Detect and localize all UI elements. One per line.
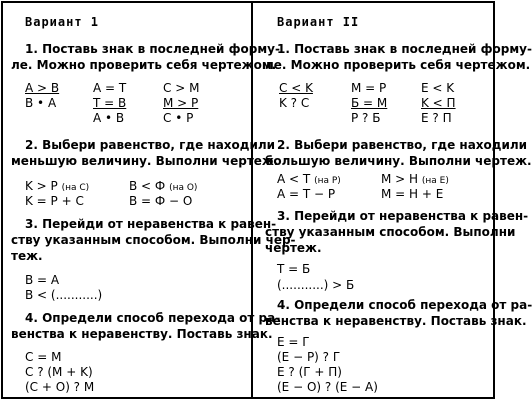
task1-r3c2: P ? Б <box>351 111 381 125</box>
task4-line4: (E − O) ? (E − A) <box>277 380 378 394</box>
task2-line1a: K > P (на C) <box>25 179 90 193</box>
task3-line2: (...........) > Б <box>277 278 355 292</box>
task4-line3: (C + O) ? M <box>25 380 95 394</box>
variant-2-title: Вариант II <box>277 15 360 29</box>
task2-prompt-line2: меньшую величину. Выполни чертеж. <box>11 154 279 168</box>
task2-line2a: K = P + C <box>25 194 84 208</box>
task3-prompt-line3: теж. <box>11 249 43 263</box>
task2-line2a: A = T − P <box>277 187 336 201</box>
task4-prompt-line2: венства к неравенству. Поставь знак. <box>265 314 527 328</box>
task4-line1: C = M <box>25 350 62 364</box>
task3-line1: T = Б <box>277 262 311 276</box>
task4-prompt-line2: венства к неравенству. Поставь знак. <box>11 327 273 341</box>
task4-prompt-line1: 4. Определи способ перехода от ра- <box>277 298 532 312</box>
task1-r2c2: Б = M <box>351 96 388 110</box>
task4-line2: (E − P) ? Г <box>277 350 341 364</box>
task1-r2c1: K ? C <box>279 96 310 110</box>
variant-1-title: Вариант 1 <box>25 15 100 29</box>
task1-r2c3: M > P <box>163 96 199 110</box>
task1-r1c2: A = T <box>93 81 127 95</box>
task3-line1: B = A <box>25 273 60 287</box>
task1-r2c3: K < П <box>421 96 456 110</box>
task3-prompt-line3: чертеж. <box>265 241 322 255</box>
task1-r2c1: B • A <box>25 96 57 110</box>
task4-prompt-line1: 4. Определи способ перехода от ра- <box>25 311 281 325</box>
task4-line1: E = Г <box>277 335 310 349</box>
task4-line3: E ? (Г + П) <box>277 365 342 379</box>
task3-prompt-line1: 3. Перейди от неравенства к равен- <box>277 209 529 223</box>
task3-prompt-line2: ству указанным способом. Выполни <box>265 225 516 239</box>
task3-line2: B < (...........) <box>25 288 103 302</box>
task1-r1c3: C > M <box>163 81 200 95</box>
task2-line2b: B = Ф − O <box>129 194 193 208</box>
task1-prompt-line1: 1. Поставь знак в последней форму- <box>25 42 280 56</box>
worksheet-card <box>1 1 532 399</box>
task1-prompt-line1: 1. Поставь знак в последней форму- <box>277 42 532 56</box>
task4-line2: C ? (M + K) <box>25 365 93 379</box>
task1-r1c1: C < K <box>279 81 313 95</box>
task2-line1b: M > H (на E) <box>381 172 449 186</box>
task3-prompt-line2: ству указанным способом. Выполни чер- <box>11 233 296 247</box>
task1-r1c1: A > B <box>25 81 60 95</box>
task1-r3c3: C • P <box>163 111 194 125</box>
task1-r3c2: A • B <box>93 111 125 125</box>
task1-r1c2: M = P <box>351 81 387 95</box>
task2-line2b: M = H + E <box>381 187 444 201</box>
task2-line1a: A < T (на P) <box>277 172 341 186</box>
task1-r1c3: E < K <box>421 81 455 95</box>
task2-prompt-line1: 2. Выбери равенство, где находили <box>277 138 528 152</box>
task1-prompt-line2: ле. Можно проверить себя чертежом. <box>265 58 531 72</box>
task2-line1b: B < Ф (на O) <box>129 179 198 193</box>
task1-r2c2: T = B <box>93 96 127 110</box>
task1-r3c3: E ? П <box>421 111 452 125</box>
task1-prompt-line2: ле. Можно проверить себя чертежом. <box>11 58 277 72</box>
task3-prompt-line1: 3. Перейди от неравенства к равен- <box>25 217 277 231</box>
task2-prompt-line2: большую величину. Выполни чертеж. <box>265 154 532 168</box>
task2-prompt-line1: 2. Выбери равенство, где находили <box>25 138 276 152</box>
